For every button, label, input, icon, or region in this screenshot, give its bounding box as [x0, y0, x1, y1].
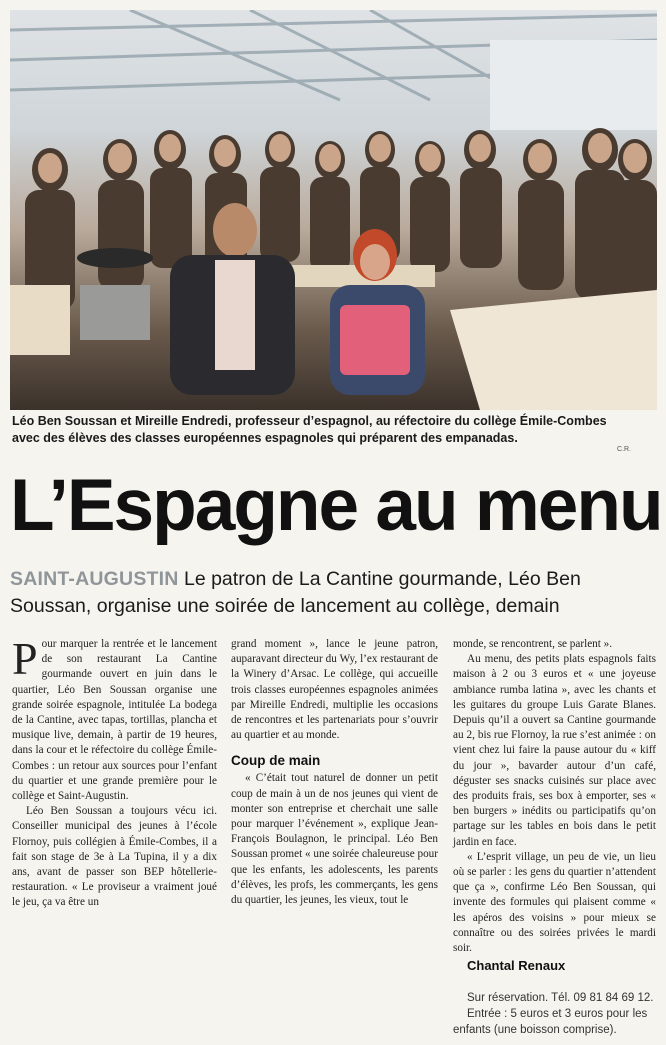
body-paragraph: Au menu, des petits plats espagnols faits maison à 2 ou 3 euros et « une joyeuse ambiance rumba latina », avec les chants et les guitares du groupe Luis Garate Blanes. Depuis qu’il a ouvert sa Cantine gourmande au 2, bis rue Flornoy, la rue s’est animée : on vient chez lui faire la pause autour du « kiff du jour », bavarder autour d’un café, déguster ses snacks cuisinés sur place avec des produits frais, ses box à emporter, ses « ben burgers » inédits ou participatifs qu’on partage sur les tables en bois dans le petit jardin en face. [453, 653, 656, 848]
body-paragraph: « C’était tout naturel de donner un petit coup de main à un de nos jeunes qui vient de monter son entreprise et cherchait une salle pour marquer l’événement », explique Jean-François Boulagnon, le principal. Léo Ben Soussan promet « une soirée chaleureuse pour que les enfants, les adolescents, les parents d’élèves, les profs, les commerçants, les gens du quartier, les jeunes, les vieux, tout le [231, 772, 438, 907]
body-paragraph-text: our marquer la rentrée et le lancement de son restaurant La Cantine gourmande ouvert en juin dans le quartier, Léo Ben Soussan organise une grande soirée espagnole, intitulée La bodega de la Cantine, avec tapas, tortillas, plancha et musique live, demain, à partir de 19 heures, dans la cour et le réfectoire du collège Émile-Combes : un retour aux sources pour l’enfant du quartier et une grande première pour le collège et Saint-Augustin. [12, 638, 217, 803]
dateline: SAINT-AUGUSTIN [10, 568, 179, 590]
author-byline: Chantal Renaux [467, 958, 566, 974]
body-paragraph: « L’esprit village, un peu de vie, un lieu où se parler : les gens du quartier n’attendent que ça », confirme Léo Ben Soussan, qui invente des formules qui plaisent comme « les apéros des voisins » pour mieux se connaître ou des soirées privées le mardi soir. [453, 850, 656, 955]
article-headline: L’Espagne au menu [10, 465, 662, 546]
drop-cap: P [12, 633, 38, 684]
article-column-1 [12, 633, 217, 911]
article-column-2 [231, 637, 438, 908]
photo-caption: Léo Ben Soussan et Mireille Endredi, professeur d’espagnol, au réfectoire du collège Émile-Combes avec des élèves des classes européennes espagnoles qui préparent des empanadas. [12, 414, 607, 445]
photo-illustration [10, 10, 657, 410]
entry-price-info: Entrée : 5 euros et 3 euros pour les enfants (une boisson comprise). [453, 1008, 648, 1037]
body-paragraph-continued: grand moment », lance le jeune patron, auparavant directeur du Wy, l’ex restaurant de la Winery d’Arsac. Le collège, qui accueille trois classes européennes espagnoles animées par Mireille Endredi, multiplie les occasions de rencontres et les partenariats pour s’ouvrir au quartier et au monde. [231, 638, 438, 742]
body-paragraph: Léo Ben Soussan a toujours vécu ici. Conseiller municipal des jeunes à l’école Flornoy, puis collégien à Émile-Combes, il a fait son stage de 3e à La Tupina, il y a dix ans, avant de passer son BEP hôtellerie-restauration. « Le proviseur a vraiment joué le jeu, ça va être un [12, 805, 217, 909]
reservation-info: Sur réservation. Tél. 09 81 84 69 12. [467, 992, 654, 1005]
photo-credit: C.R. [617, 446, 631, 453]
section-heading: Coup de main [231, 753, 321, 769]
body-paragraph [12, 633, 217, 804]
article-column-3 [453, 637, 656, 1038]
body-paragraph-continued: monde, se rencontrent, se parlent ». [453, 638, 613, 650]
article-photo [10, 10, 657, 410]
deck-text: Le patron de La Cantine gourmande, Léo Ben Soussan, organise une soirée de lancement au collège, demain [10, 568, 581, 617]
article-deck [10, 566, 658, 620]
